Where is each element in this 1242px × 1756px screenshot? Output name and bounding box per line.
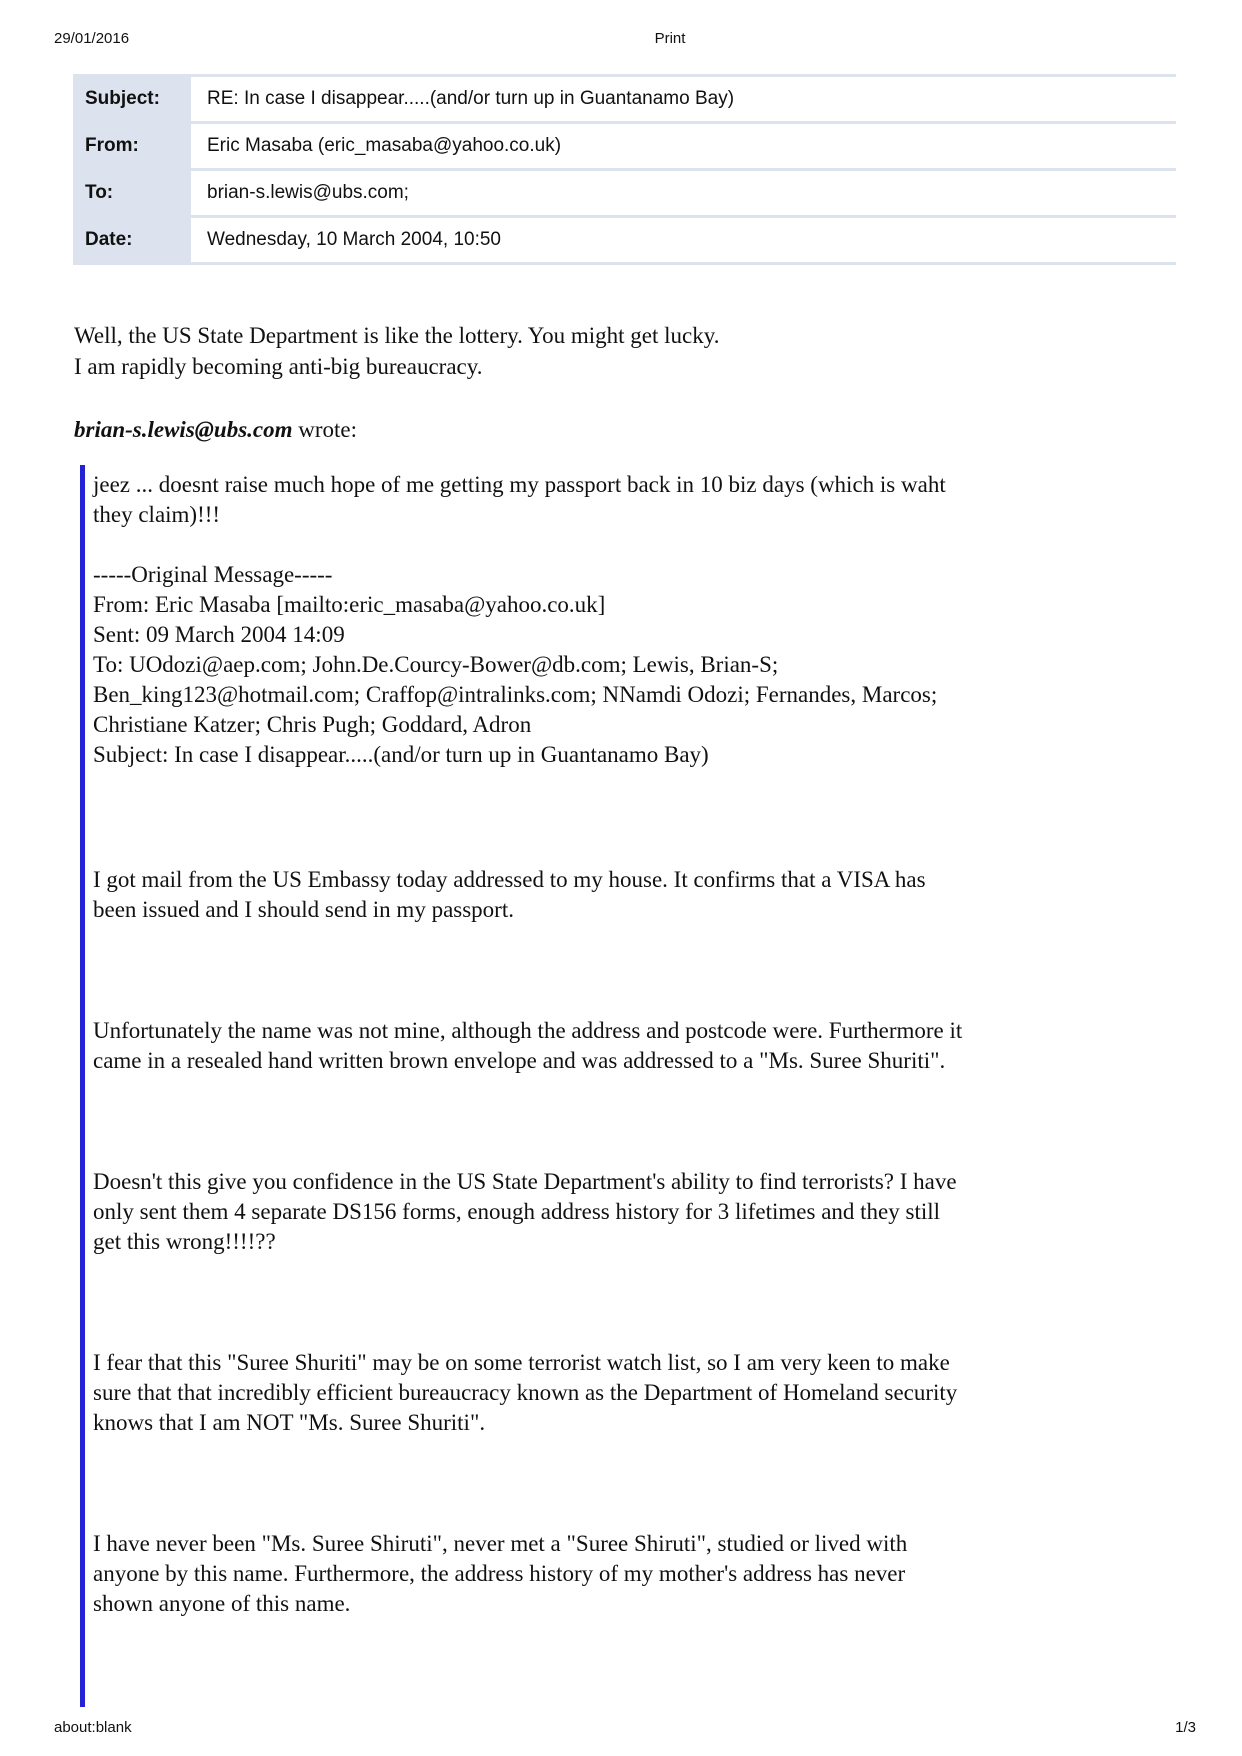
quote-line: knows that I am NOT "Ms. Suree Shuriti".: [93, 1410, 486, 1435]
date-label: Date:: [73, 217, 191, 264]
to-label: To:: [73, 170, 191, 217]
original-message-separator: -----Original Message-----: [93, 562, 333, 587]
page-url: about:blank: [54, 1719, 132, 1736]
subject-row: [73, 76, 1176, 123]
subject-value: RE: In case I disappear.....(and/or turn up in Guantanamo Bay): [191, 76, 1176, 123]
quote-line: Doesn't this give you confidence in the US State Department's ability to find terrorists? I have: [93, 1169, 957, 1194]
quoted-author: brian-s.lewis@ubs.com: [74, 417, 293, 442]
quote-line: been issued and I should send in my passport.: [93, 897, 514, 922]
from-label: From:: [73, 123, 191, 170]
to-row: [73, 170, 1176, 217]
quote-line: I have never been "Ms. Suree Shiruti", never met a "Suree Shiruti", studied or lived with: [93, 1531, 908, 1556]
original-sent: Sent: 09 March 2004 14:09: [93, 622, 345, 647]
quote-line: jeez ... doesnt raise much hope of me getting my passport back in 10 biz days (which is waht: [93, 472, 946, 497]
print-footer: [0, 1719, 1242, 1739]
original-to: Christiane Katzer; Chris Pugh; Goddard, Adron: [93, 712, 532, 737]
original-to: To: UOdozi@aep.com; John.De.Courcy-Bower@db.com; Lewis, Brian-S;: [93, 652, 779, 677]
quote-line: get this wrong!!!!??: [93, 1229, 276, 1254]
original-from: From: Eric Masaba [mailto:eric_masaba@yahoo.co.uk]: [93, 592, 606, 617]
original-subject: Subject: In case I disappear.....(and/or turn up in Guantanamo Bay): [93, 742, 709, 767]
email-header-table: [73, 74, 1176, 265]
quote-line: shown anyone of this name.: [93, 1591, 351, 1616]
from-value: Eric Masaba (eric_masaba@yahoo.co.uk): [191, 123, 1176, 170]
date-row: [73, 217, 1176, 264]
quoted-message: [93, 470, 1138, 1619]
subject-label: Subject:: [73, 76, 191, 123]
quote-line: sure that that incredibly efficient bureaucracy known as the Department of Homeland security: [93, 1380, 958, 1405]
to-value: brian-s.lewis@ubs.com;: [191, 170, 1176, 217]
print-date: 29/01/2016: [54, 30, 130, 47]
print-header: [0, 30, 1242, 50]
quote-line: only sent them 4 separate DS156 forms, enough address history for 3 lifetimes and they still: [93, 1199, 941, 1224]
reply-line: I am rapidly becoming anti-big bureaucracy.: [74, 354, 483, 379]
quote-line: I got mail from the US Embassy today addressed to my house. It confirms that a VISA has: [93, 867, 926, 892]
reply-line: Well, the US State Department is like the lottery. You might get lucky.: [74, 323, 720, 348]
original-to: Ben_king123@hotmail.com; Craffop@intralinks.com; NNamdi Odozi; Fernandes, Marcos;: [93, 682, 938, 707]
date-value: Wednesday, 10 March 2004, 10:50: [191, 217, 1176, 264]
wrote-text: wrote:: [292, 417, 358, 442]
quote-bar: [80, 465, 85, 1707]
quote-line: they claim)!!!: [93, 502, 221, 527]
quote-line: anyone by this name. Furthermore, the address history of my mother's address has never: [93, 1561, 906, 1586]
quote-attribution: [74, 414, 357, 445]
reply-body: [74, 320, 1134, 382]
quote-line: I fear that this "Suree Shuriti" may be on some terrorist watch list, so I am very keen to make: [93, 1350, 950, 1375]
quote-line: Unfortunately the name was not mine, although the address and postcode were. Furthermore it: [93, 1018, 963, 1043]
page-number: 1/3: [1175, 1719, 1196, 1736]
quote-line: came in a resealed hand written brown envelope and was addressed to a "Ms. Suree Shuriti".: [93, 1048, 946, 1073]
print-title: Print: [654, 30, 686, 47]
from-row: [73, 123, 1176, 170]
